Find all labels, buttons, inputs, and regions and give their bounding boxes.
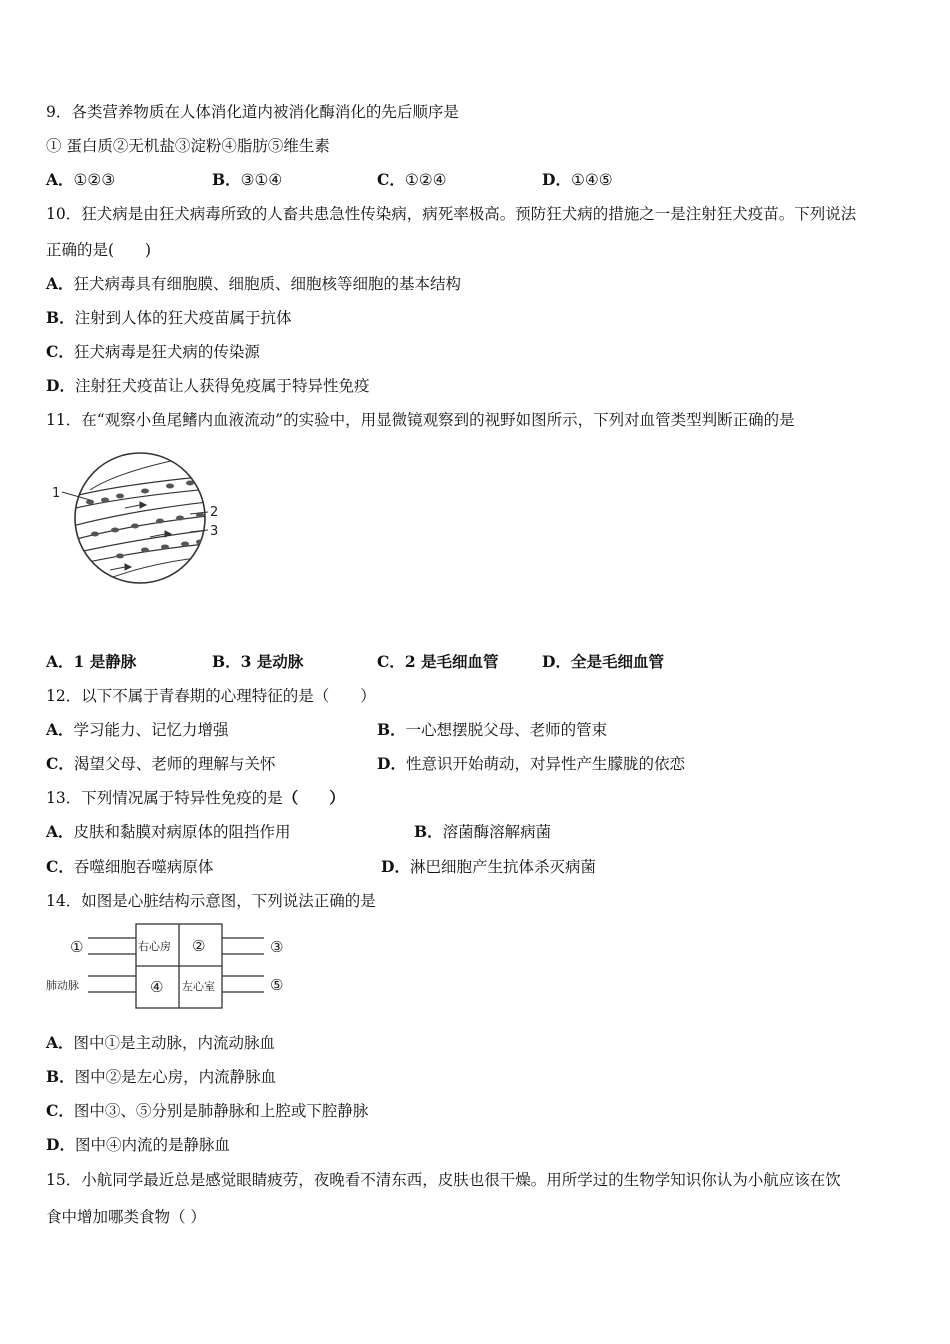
q15-stem-line1: 15．小航同学最近总是感觉眼睛疲劳，夜晚看不清东西，皮肤也很干燥。用所学过的生物学知识你认为小航应该在饮 xyxy=(46,1171,841,1189)
q12-option-b xyxy=(377,720,607,740)
q13-stem xyxy=(46,788,345,808)
option-text: 溶菌酶溶解病菌 xyxy=(442,823,552,841)
circled-label-4: ④ xyxy=(150,978,164,996)
q14-option-a xyxy=(46,1033,275,1053)
option-text: 淋巴细胞产生抗体杀灭病菌 xyxy=(409,858,596,876)
right-atrium-label: 右心房 xyxy=(138,940,171,953)
circled-label-1: ① xyxy=(70,938,84,956)
q11-option-a xyxy=(46,652,136,672)
option-text: 皮肤和黏膜对病原体的阻挡作用 xyxy=(73,823,291,841)
q11-option-c xyxy=(377,652,499,672)
option-text: ①②③ xyxy=(73,171,116,189)
option-text: 3 是动脉 xyxy=(240,652,304,671)
pulmonary-artery-label: 肺动脉 xyxy=(46,979,79,992)
option-text: 图中③、⑤分别是肺静脉和上腔或下腔静脉 xyxy=(73,1102,369,1120)
option-letter: C． xyxy=(46,754,74,773)
q9-option-a xyxy=(46,170,115,190)
q10-stem-line2: 正确的是( ) xyxy=(46,241,152,259)
option-text: 注射到人体的狂犬疫苗属于抗体 xyxy=(74,309,292,327)
option-text: ③①④ xyxy=(240,171,283,189)
q14-stem: 14．如图是心脏结构示意图，下列说法正确的是 xyxy=(46,892,376,910)
option-text: 渴望父母、老师的理解与关怀 xyxy=(73,755,276,773)
q9-stem: 9．各类营养物质在人体消化道内被消化酶消化的先后顺序是 xyxy=(46,103,459,121)
option-letter: D． xyxy=(542,170,571,189)
q9-option-c xyxy=(377,170,447,190)
q15-stem-line2: 食中增加哪类食物（ ） xyxy=(46,1208,206,1226)
q12-option-c xyxy=(46,754,275,774)
q11-option-d xyxy=(542,652,664,672)
option-letter: A． xyxy=(46,652,74,671)
option-text: 狂犬病毒具有细胞膜、细胞质、细胞核等细胞的基本结构 xyxy=(73,275,462,293)
q13-stem-text: 13．下列情况属于特异性免疫的是 xyxy=(46,789,283,807)
option-letter: B． xyxy=(377,720,406,739)
circled-label-2: ② xyxy=(192,937,206,955)
option-letter: C． xyxy=(46,1101,74,1120)
figure-label-2: 2 xyxy=(210,505,219,520)
option-letter: B． xyxy=(414,822,443,841)
option-letter: D． xyxy=(381,857,410,876)
left-ventricle-label: 左心室 xyxy=(182,980,215,993)
figure-label-1: 1 xyxy=(52,486,61,501)
option-letter: C． xyxy=(46,342,74,361)
q11-stem: 11．在“观察小鱼尾鳍内血液流动”的实验中，用显微镜观察到的视野如图所示，下列对血管类型判断正确的是 xyxy=(46,411,795,429)
option-text: 1 是静脉 xyxy=(73,652,137,671)
option-letter: B． xyxy=(212,652,241,671)
option-letter: D． xyxy=(46,376,75,395)
q13-answer-paren: （ ） xyxy=(282,788,345,807)
q9-items: ① 蛋白质②无机盐③淀粉④脂肪⑤维生素 xyxy=(46,137,330,155)
q14-option-d xyxy=(46,1135,230,1155)
q14-option-c xyxy=(46,1101,368,1121)
microscope-field-figure xyxy=(50,450,230,590)
q9-option-d xyxy=(542,170,613,190)
field-of-view-circle xyxy=(75,453,205,583)
q12-option-d xyxy=(377,754,685,774)
option-text: 一心想摆脱父母、老师的管束 xyxy=(405,721,608,739)
option-letter: B． xyxy=(212,170,241,189)
q12-stem: 12．以下不属于青春期的心理特征的是（ ） xyxy=(46,687,376,705)
option-letter: A． xyxy=(46,822,74,841)
q10-option-a xyxy=(46,274,461,294)
option-text: 图中④内流的是静脉血 xyxy=(74,1136,230,1154)
q10-option-c xyxy=(46,342,260,362)
option-letter: D． xyxy=(46,1135,75,1154)
q13-option-c xyxy=(46,857,213,877)
option-letter: D． xyxy=(542,652,571,671)
option-text: 全是毛细血管 xyxy=(570,652,664,671)
circled-label-3: ③ xyxy=(270,938,284,956)
option-letter: C． xyxy=(377,170,405,189)
q13-option-b xyxy=(414,822,551,842)
q12-option-a xyxy=(46,720,229,740)
heart-structure-figure xyxy=(44,920,304,1012)
option-text: 学习能力、记忆力增强 xyxy=(73,721,229,739)
option-text: ①④⑤ xyxy=(570,171,613,189)
option-letter: C． xyxy=(377,652,405,671)
q9-option-b xyxy=(212,170,282,190)
option-text: 性意识开始萌动，对异性产生朦胧的依恋 xyxy=(405,755,685,773)
q14-option-b xyxy=(46,1067,276,1087)
q11-option-b xyxy=(212,652,303,672)
q13-option-d xyxy=(381,857,596,877)
option-letter: A． xyxy=(46,1033,74,1052)
q13-option-a xyxy=(46,822,291,842)
option-text: 图中②是左心房，内流静脉血 xyxy=(74,1068,277,1086)
option-letter: A． xyxy=(46,274,74,293)
figure-label-3: 3 xyxy=(210,524,219,539)
option-letter: C． xyxy=(46,857,74,876)
option-text: 吞噬细胞吞噬病原体 xyxy=(73,858,214,876)
circled-label-5: ⑤ xyxy=(270,976,284,994)
q10-option-b xyxy=(46,308,292,328)
q10-stem-line1: 10．狂犬病是由狂犬病毒所致的人畜共患急性传染病，病死率极高。预防狂犬病的措施之一是注射狂犬疫苗。下列说法 xyxy=(46,205,857,223)
option-text: 图中①是主动脉，内流动脉血 xyxy=(73,1034,276,1052)
option-text: ①②④ xyxy=(404,171,447,189)
option-letter: B． xyxy=(46,1067,75,1086)
option-letter: A． xyxy=(46,170,74,189)
option-letter: A． xyxy=(46,720,74,739)
option-letter: D． xyxy=(377,754,406,773)
option-letter: B． xyxy=(46,308,75,327)
option-text: 狂犬病毒是狂犬病的传染源 xyxy=(73,343,260,361)
q10-option-d xyxy=(46,376,369,396)
option-text: 注射狂犬疫苗让人获得免疫属于特异性免疫 xyxy=(74,377,370,395)
option-text: 2 是毛细血管 xyxy=(404,652,499,671)
